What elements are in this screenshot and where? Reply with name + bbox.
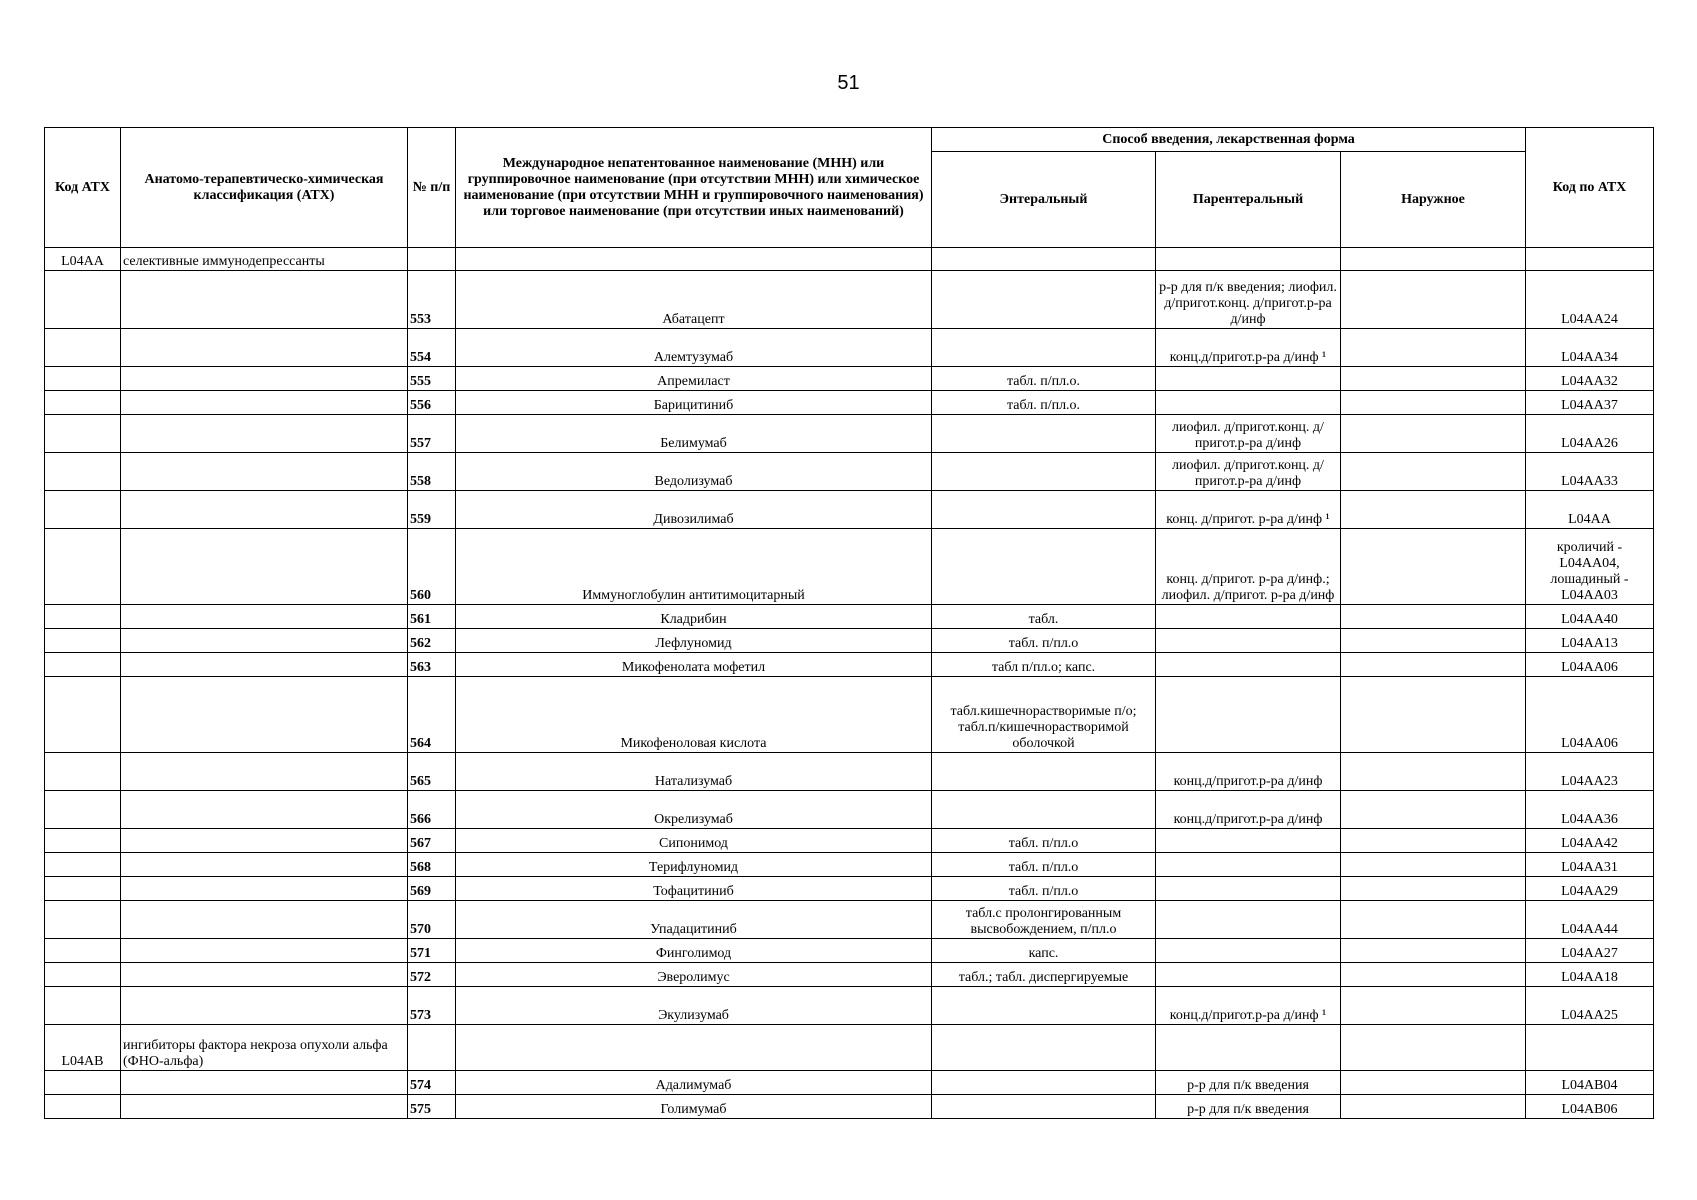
row-number: 571 [408, 939, 456, 963]
atc-code: L04AA24 [1526, 271, 1654, 329]
atc-code: L04AA32 [1526, 367, 1654, 391]
drug-name: Окрелизумаб [456, 791, 932, 829]
class-cell-empty [121, 1071, 408, 1095]
enteral-form: табл. п/пл.о [932, 829, 1156, 853]
code-cell-empty [45, 753, 121, 791]
atc-code: L04AA06 [1526, 677, 1654, 753]
atc-code: L04AA13 [1526, 629, 1654, 653]
class-cell-empty [121, 963, 408, 987]
table-row [45, 629, 1654, 653]
row-number: 574 [408, 1071, 456, 1095]
code-cell-empty [45, 677, 121, 753]
enteral-form [932, 491, 1156, 529]
table-row [45, 877, 1654, 901]
class-cell-empty [121, 367, 408, 391]
code-cell-empty [45, 271, 121, 329]
external-form [1341, 939, 1526, 963]
atc-code: L04AA25 [1526, 987, 1654, 1025]
drug-name: Тофацитиниб [456, 877, 932, 901]
table-row [45, 677, 1654, 753]
empty-cell [1341, 1025, 1526, 1071]
parenteral-form: конц. д/пригот. р-ра д/инф.; лиофил. д/пригот. р-ра д/инф [1156, 529, 1341, 605]
row-number: 555 [408, 367, 456, 391]
class-cell-empty [121, 629, 408, 653]
header-parenteral: Парентеральный [1156, 152, 1341, 248]
class-cell-empty [121, 329, 408, 367]
class-cell-empty [121, 415, 408, 453]
parenteral-form [1156, 829, 1341, 853]
external-form [1341, 829, 1526, 853]
enteral-form: капс. [932, 939, 1156, 963]
external-form [1341, 963, 1526, 987]
code-cell-empty [45, 453, 121, 491]
external-form [1341, 491, 1526, 529]
code-cell-empty [45, 963, 121, 987]
parenteral-form [1156, 629, 1341, 653]
enteral-form: табл. п/пл.о. [932, 367, 1156, 391]
parenteral-form [1156, 877, 1341, 901]
code-cell-empty [45, 629, 121, 653]
table-row [45, 853, 1654, 877]
atc-code: L04AA31 [1526, 853, 1654, 877]
external-form [1341, 987, 1526, 1025]
atc-code: L04AB06 [1526, 1095, 1654, 1119]
table-row [45, 367, 1654, 391]
row-number: 560 [408, 529, 456, 605]
external-form [1341, 877, 1526, 901]
header-code-atc: Код АТХ [45, 128, 121, 248]
drug-name: Эверолимус [456, 963, 932, 987]
group-code: L04AA [45, 248, 121, 271]
row-number: 572 [408, 963, 456, 987]
class-cell-empty [121, 529, 408, 605]
parenteral-form: р-р для п/к введения; лиофил. д/пригот.конц. д/пригот.р-ра д/инф [1156, 271, 1341, 329]
enteral-form: табл.; табл. диспергируемые [932, 963, 1156, 987]
parenteral-form: р-р для п/к введения [1156, 1095, 1341, 1119]
code-cell-empty [45, 491, 121, 529]
table-row [45, 901, 1654, 939]
code-cell-empty [45, 367, 121, 391]
enteral-form [932, 529, 1156, 605]
empty-cell [1526, 1025, 1654, 1071]
enteral-form: табл п/пл.о; капс. [932, 653, 1156, 677]
code-cell-empty [45, 529, 121, 605]
external-form [1341, 415, 1526, 453]
parenteral-form [1156, 605, 1341, 629]
external-form [1341, 853, 1526, 877]
code-cell-empty [45, 939, 121, 963]
enteral-form: табл. п/пл.о [932, 629, 1156, 653]
parenteral-form [1156, 901, 1341, 939]
atc-code: L04AA44 [1526, 901, 1654, 939]
table-row [45, 791, 1654, 829]
parenteral-form: конц.д/пригот.р-ра д/инф [1156, 753, 1341, 791]
class-cell-empty [121, 453, 408, 491]
group-name: ингибиторы фактора некроза опухоли альфа (ФНО-альфа) [121, 1025, 408, 1071]
parenteral-form [1156, 963, 1341, 987]
atc-code: L04AA37 [1526, 391, 1654, 415]
table-row [45, 963, 1654, 987]
empty-cell [1156, 1025, 1341, 1071]
row-number: 565 [408, 753, 456, 791]
external-form [1341, 629, 1526, 653]
drug-name: Лефлуномид [456, 629, 932, 653]
drug-name: Сипонимод [456, 829, 932, 853]
external-form [1341, 329, 1526, 367]
enteral-form [932, 271, 1156, 329]
enteral-form [932, 753, 1156, 791]
atc-code: L04AA29 [1526, 877, 1654, 901]
code-cell-empty [45, 987, 121, 1025]
table-row [45, 1071, 1654, 1095]
external-form [1341, 653, 1526, 677]
external-form [1341, 529, 1526, 605]
drug-table [44, 127, 1654, 1119]
class-cell-empty [121, 491, 408, 529]
parenteral-form [1156, 391, 1341, 415]
table-row [45, 415, 1654, 453]
code-cell-empty [45, 901, 121, 939]
atc-code: L04AA36 [1526, 791, 1654, 829]
row-number: 575 [408, 1095, 456, 1119]
atc-code: L04AA26 [1526, 415, 1654, 453]
enteral-form: табл.с пролонгированным высвобождением, п/пл.о [932, 901, 1156, 939]
table-row [45, 653, 1654, 677]
external-form [1341, 901, 1526, 939]
enteral-form: табл. п/пл.о [932, 853, 1156, 877]
class-cell-empty [121, 829, 408, 853]
row-number: 562 [408, 629, 456, 653]
table-row [45, 939, 1654, 963]
table-row [45, 271, 1654, 329]
table-row [45, 329, 1654, 367]
enteral-form [932, 329, 1156, 367]
class-cell-empty [121, 901, 408, 939]
table-row [45, 391, 1654, 415]
row-number: 568 [408, 853, 456, 877]
class-cell-empty [121, 271, 408, 329]
class-cell-empty [121, 853, 408, 877]
class-cell-empty [121, 653, 408, 677]
header-number: № п/п [408, 128, 456, 248]
parenteral-form: конц.д/пригот.р-ра д/инф ¹ [1156, 987, 1341, 1025]
drug-name: Голимумаб [456, 1095, 932, 1119]
enteral-form [932, 1095, 1156, 1119]
drug-name: Терифлуномид [456, 853, 932, 877]
parenteral-form: конц. д/пригот. р-ра д/инф ¹ [1156, 491, 1341, 529]
row-number: 564 [408, 677, 456, 753]
code-cell-empty [45, 791, 121, 829]
drug-name: Дивозилимаб [456, 491, 932, 529]
parenteral-form [1156, 367, 1341, 391]
enteral-form: табл. п/пл.о [932, 877, 1156, 901]
empty-cell [456, 1025, 932, 1071]
enteral-form [932, 1071, 1156, 1095]
drug-name: Иммуноглобулин антитимоцитарный [456, 529, 932, 605]
class-cell-empty [121, 791, 408, 829]
atc-code: L04AB04 [1526, 1071, 1654, 1095]
enteral-form [932, 987, 1156, 1025]
parenteral-form: конц.д/пригот.р-ра д/инф [1156, 791, 1341, 829]
row-number: 553 [408, 271, 456, 329]
class-cell-empty [121, 677, 408, 753]
group-code: L04AB [45, 1025, 121, 1071]
enteral-form [932, 453, 1156, 491]
atc-code: L04AA18 [1526, 963, 1654, 987]
parenteral-form: конц.д/пригот.р-ра д/инф ¹ [1156, 329, 1341, 367]
atc-code: L04AA23 [1526, 753, 1654, 791]
drug-name: Упадацитиниб [456, 901, 932, 939]
row-number: 573 [408, 987, 456, 1025]
parenteral-form [1156, 677, 1341, 753]
code-cell-empty [45, 415, 121, 453]
enteral-form: табл. [932, 605, 1156, 629]
external-form [1341, 391, 1526, 415]
atc-code: L04AA [1526, 491, 1654, 529]
external-form [1341, 791, 1526, 829]
code-cell-empty [45, 1071, 121, 1095]
group-row [45, 1025, 1654, 1071]
row-number: 569 [408, 877, 456, 901]
code-cell-empty [45, 853, 121, 877]
drug-name: Апремиласт [456, 367, 932, 391]
class-cell-empty [121, 939, 408, 963]
code-cell-empty [45, 653, 121, 677]
class-cell-empty [121, 605, 408, 629]
table-row [45, 753, 1654, 791]
parenteral-form: лиофил. д/пригот.конц. д/пригот.р-ра д/инф [1156, 415, 1341, 453]
drug-name: Микофенолата мофетил [456, 653, 932, 677]
row-number: 554 [408, 329, 456, 367]
header-enteral: Энтеральный [932, 152, 1156, 248]
external-form [1341, 605, 1526, 629]
parenteral-form: лиофил. д/пригот.конц. д/пригот.р-ра д/инф [1156, 453, 1341, 491]
code-cell-empty [45, 829, 121, 853]
code-cell-empty [45, 877, 121, 901]
header-atc-code: Код по АТХ [1526, 128, 1654, 248]
class-cell-empty [121, 877, 408, 901]
table-row [45, 829, 1654, 853]
enteral-form [932, 415, 1156, 453]
row-number: 557 [408, 415, 456, 453]
empty-cell [932, 1025, 1156, 1071]
table-row [45, 529, 1654, 605]
row-number: 561 [408, 605, 456, 629]
row-number: 556 [408, 391, 456, 415]
class-cell-empty [121, 1095, 408, 1119]
enteral-form [932, 791, 1156, 829]
drug-name: Натализумаб [456, 753, 932, 791]
drug-name: Ведолизумаб [456, 453, 932, 491]
drug-name: Алемтузумаб [456, 329, 932, 367]
group-row [45, 248, 1654, 271]
class-cell-empty [121, 391, 408, 415]
drug-name: Финголимод [456, 939, 932, 963]
class-cell-empty [121, 987, 408, 1025]
atc-code: L04AA40 [1526, 605, 1654, 629]
drug-name: Микофеноловая кислота [456, 677, 932, 753]
code-cell-empty [45, 329, 121, 367]
code-cell-empty [45, 1095, 121, 1119]
code-cell-empty [45, 391, 121, 415]
group-name: селективные иммунодепрессанты [121, 248, 408, 271]
drug-name: Экулизумаб [456, 987, 932, 1025]
drug-name: Кладрибин [456, 605, 932, 629]
atc-code: L04AA42 [1526, 829, 1654, 853]
header-inn: Международное непатентованное наименование (МНН) или группировочное наименование (при отсутствии МНН) или химическое наименование (при отсутствии МНН и группировочного наименования) или торговое наименование (при отсутствии иных наименований) [456, 128, 932, 248]
parenteral-form [1156, 653, 1341, 677]
table-row [45, 605, 1654, 629]
empty-cell [408, 1025, 456, 1071]
external-form [1341, 1095, 1526, 1119]
drug-name: Адалимумаб [456, 1071, 932, 1095]
row-number: 563 [408, 653, 456, 677]
atc-code: кроличий - L04AA04, лошадиный - L04AA03 [1526, 529, 1654, 605]
code-cell-empty [45, 605, 121, 629]
drug-name: Белимумаб [456, 415, 932, 453]
parenteral-form [1156, 853, 1341, 877]
atc-code: L04AA27 [1526, 939, 1654, 963]
atc-code: L04AA34 [1526, 329, 1654, 367]
drug-name: Барицитиниб [456, 391, 932, 415]
page-number: 51 [837, 72, 860, 94]
external-form [1341, 453, 1526, 491]
parenteral-form: р-р для п/к введения [1156, 1071, 1341, 1095]
header-external: Наружное [1341, 152, 1526, 248]
external-form [1341, 367, 1526, 391]
row-number: 566 [408, 791, 456, 829]
row-number: 559 [408, 491, 456, 529]
header-classification: Анатомо-терапевтическо-химическая классификация (АТХ) [121, 128, 408, 248]
enteral-form: табл.кишечнорастворимые п/о; табл.п/кишечнорастворимой оболочкой [932, 677, 1156, 753]
parenteral-form [1156, 939, 1341, 963]
header-route-group: Способ введения, лекарственная форма [932, 128, 1526, 152]
class-cell-empty [121, 753, 408, 791]
table-row [45, 453, 1654, 491]
external-form [1341, 271, 1526, 329]
enteral-form: табл. п/пл.о. [932, 391, 1156, 415]
row-number: 570 [408, 901, 456, 939]
external-form [1341, 677, 1526, 753]
external-form [1341, 1071, 1526, 1095]
external-form [1341, 753, 1526, 791]
row-number: 567 [408, 829, 456, 853]
table-row [45, 1095, 1654, 1119]
drug-name: Абатацепт [456, 271, 932, 329]
atc-code: L04AA06 [1526, 653, 1654, 677]
row-number: 558 [408, 453, 456, 491]
table-row [45, 987, 1654, 1025]
atc-code: L04AA33 [1526, 453, 1654, 491]
table-row [45, 491, 1654, 529]
